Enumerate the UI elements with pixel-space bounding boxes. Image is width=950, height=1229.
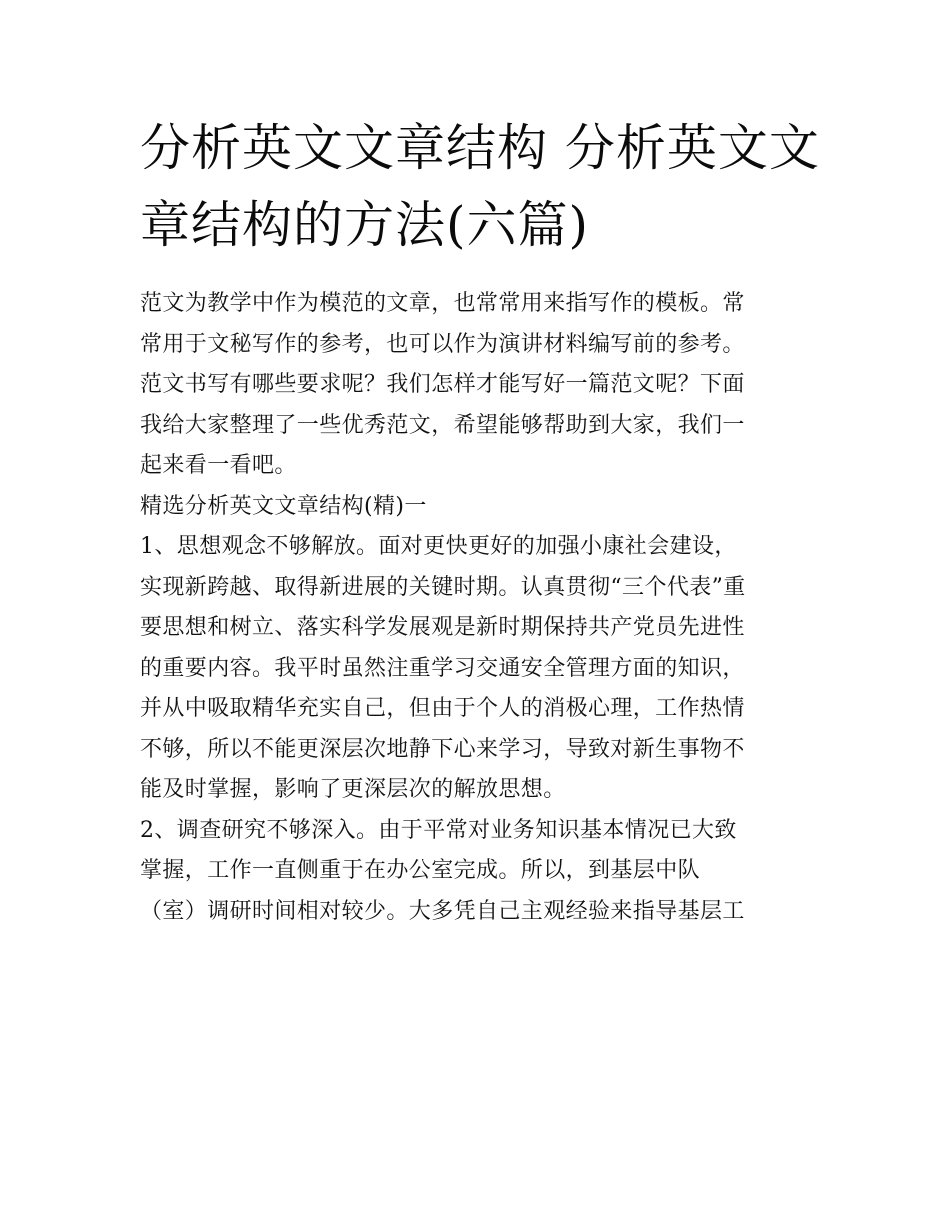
document-title: [140, 110, 820, 264]
intro-line: 起来看一看吧。: [140, 453, 297, 478]
paragraph-line: 2、调查研究不够深入。由于平常对业务知识基本情况已大致: [140, 817, 737, 843]
section-heading: 精选分析英文文章结构(精)一: [140, 493, 427, 519]
paragraph-line: 并从中吸取精华充实自己，但由于个人的消极心理，工作热情: [140, 696, 745, 721]
paragraph-line: 能及时掌握，影响了更深层次的解放思想。: [140, 777, 566, 802]
title-line: 分析英文文章结构 分析英文文: [140, 119, 820, 177]
intro-line: 范文书写有哪些要求呢？我们怎样才能写好一篇范文呢？下面: [140, 372, 745, 397]
paragraph-line: 1、思想观念不够解放。面对更快更好的加强小康社会建设，: [140, 534, 737, 559]
intro-line: 我给大家整理了一些优秀范文，希望能够帮助到大家，我们一: [140, 412, 745, 438]
document-body: [140, 284, 815, 932]
title-line: 章结构的方法(六篇): [140, 196, 590, 254]
intro-line: 常用于文秘写作的参考，也可以作为演讲材料编写前的参考。: [140, 331, 745, 357]
document-page: [140, 110, 820, 932]
intro-line: 范文为教学中作为模范的文章，也常常用来指写作的模板。常: [140, 291, 745, 316]
paragraph-line: 要思想和树立、落实科学发展观是新时期保持共产党员先进性: [140, 615, 745, 640]
paragraph-line: 实现新跨越、取得新进展的关键时期。认真贯彻“三个代表”重: [140, 574, 746, 600]
paragraph-line: （室）调研时间相对较少。大多凭自己主观经验来指导基层工: [140, 898, 745, 924]
paragraph-line: 不够，所以不能更深层次地静下心来学习，导致对新生事物不: [140, 736, 745, 762]
paragraph-line: 掌握，工作一直侧重于在办公室完成。所以，到基层中队: [140, 858, 701, 883]
paragraph-line: 的重要内容。我平时虽然注重学习交通安全管理方面的知识，: [140, 655, 745, 681]
